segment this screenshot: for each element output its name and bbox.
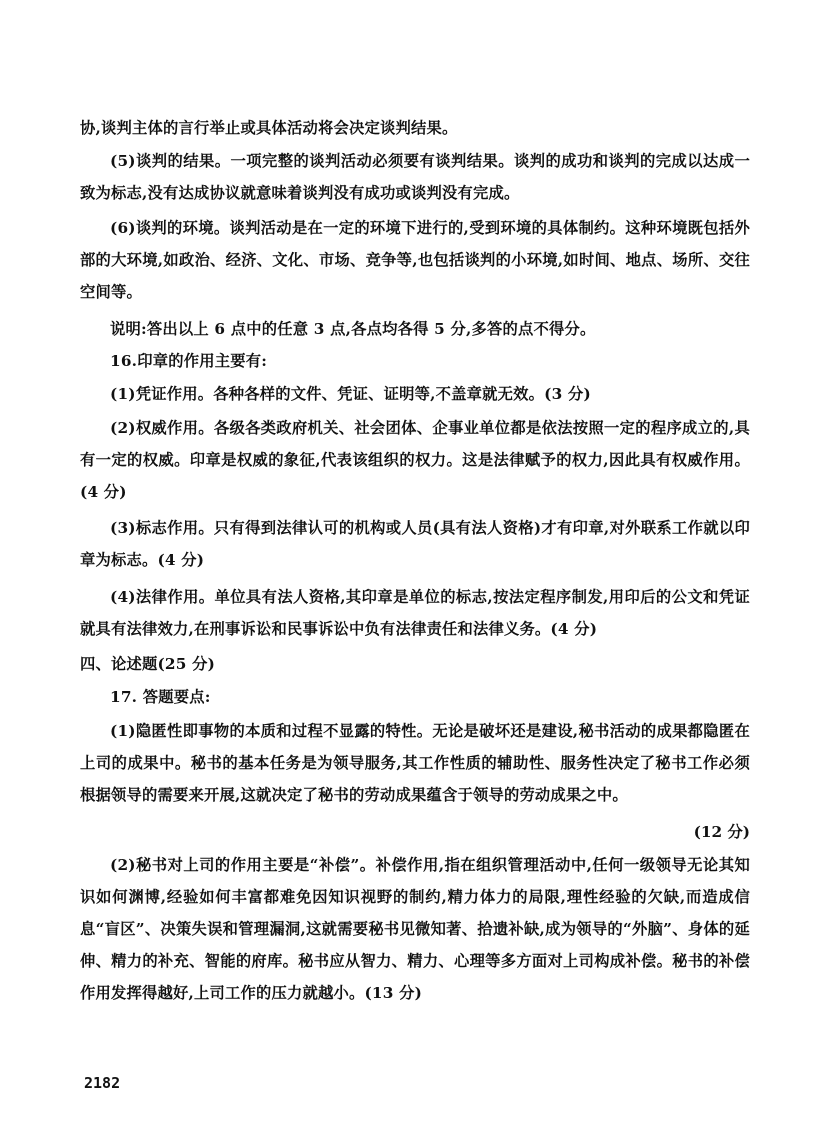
question-17-heading: 17. 答题要点:: [110, 688, 211, 706]
paragraph-seal-identification: (3)标志作用。只有得到法律认可的机构或人员(具有法人资格)才有印章,对外联系工作就以印章为标志。(4 分): [80, 519, 750, 569]
page-number: 2182: [84, 1074, 121, 1092]
question-16-heading: 16.印章的作用主要有:: [110, 352, 268, 370]
paragraph-negotiation-result: (5)谈判的结果。一项完整的谈判活动必须要有谈判结果。谈判的成功和谈判的完成以达成一致为标志,没有达成协议就意味着谈判没有成功或谈判没有完成。: [80, 152, 750, 202]
score-label-12: (12 分): [693, 823, 750, 841]
section-heading-essay: 四、论述题(25 分): [80, 655, 216, 673]
paragraph-seal-authority: (2)权威作用。各级各类政府机关、社会团体、企事业单位都是依法按照一定的程序成立的,具有一定的权威。印章是权威的象征,代表该组织的权力。这是法律赋予的权力,因此具有权威作用。(4 分): [80, 419, 750, 501]
paragraph-seal-certification: (1)凭证作用。各种各样的文件、凭证、证明等,不盖章就无效。(3 分): [110, 385, 591, 403]
paragraph-seal-legal: (4)法律作用。单位具有法人资格,其印章是单位的标志,按法定程序制发,用印后的公文和凭证就具有法律效力,在刑事诉讼和民事诉讼中负有法律责任和法律义务。(4 分): [80, 588, 750, 638]
scoring-note: 说明:答出以上 6 点中的任意 3 点,各点均各得 5 分,多答的点不得分。: [110, 320, 596, 338]
paragraph-continuation: 协,谈判主体的言行举止或具体活动将会决定谈判结果。: [80, 119, 458, 137]
paragraph-negotiation-environment: (6)谈判的环境。谈判活动是在一定的环境下进行的,受到环境的具体制约。这种环境既包括外部的大环境,如政治、经济、文化、市场、竞争等,也包括谈判的小环境,如时间、地点、场所、交往空间等。: [80, 219, 750, 301]
paragraph-concealment: (1)隐匿性即事物的本质和过程不显露的特性。无论是破坏还是建设,秘书活动的成果都隐匿在上司的成果中。秘书的基本任务是为领导服务,其工作性质的辅助性、服务性决定了秘书工作必须根据领导的需要来开展,这就决定了秘书的劳动成果蕴含于领导的劳动成果之中。: [80, 722, 750, 804]
paragraph-compensation: (2)秘书对上司的作用主要是“补偿”。补偿作用,指在组织管理活动中,任何一级领导无论其知识如何渊博,经验如何丰富都难免因知识视野的制约,精力体力的局限,理性经验的欠缺,而造成信息“盲区”、决策失误和管理漏洞,这就需要秘书见微知著、拾遗补缺,成为领导的“外脑”、身体的延伸、精力的补充、智能的府库。秘书应从智力、精力、心理等多方面对上司构成补偿。秘书的补偿作用发挥得越好,上司工作的压力就越小。(13 分): [80, 856, 750, 1002]
